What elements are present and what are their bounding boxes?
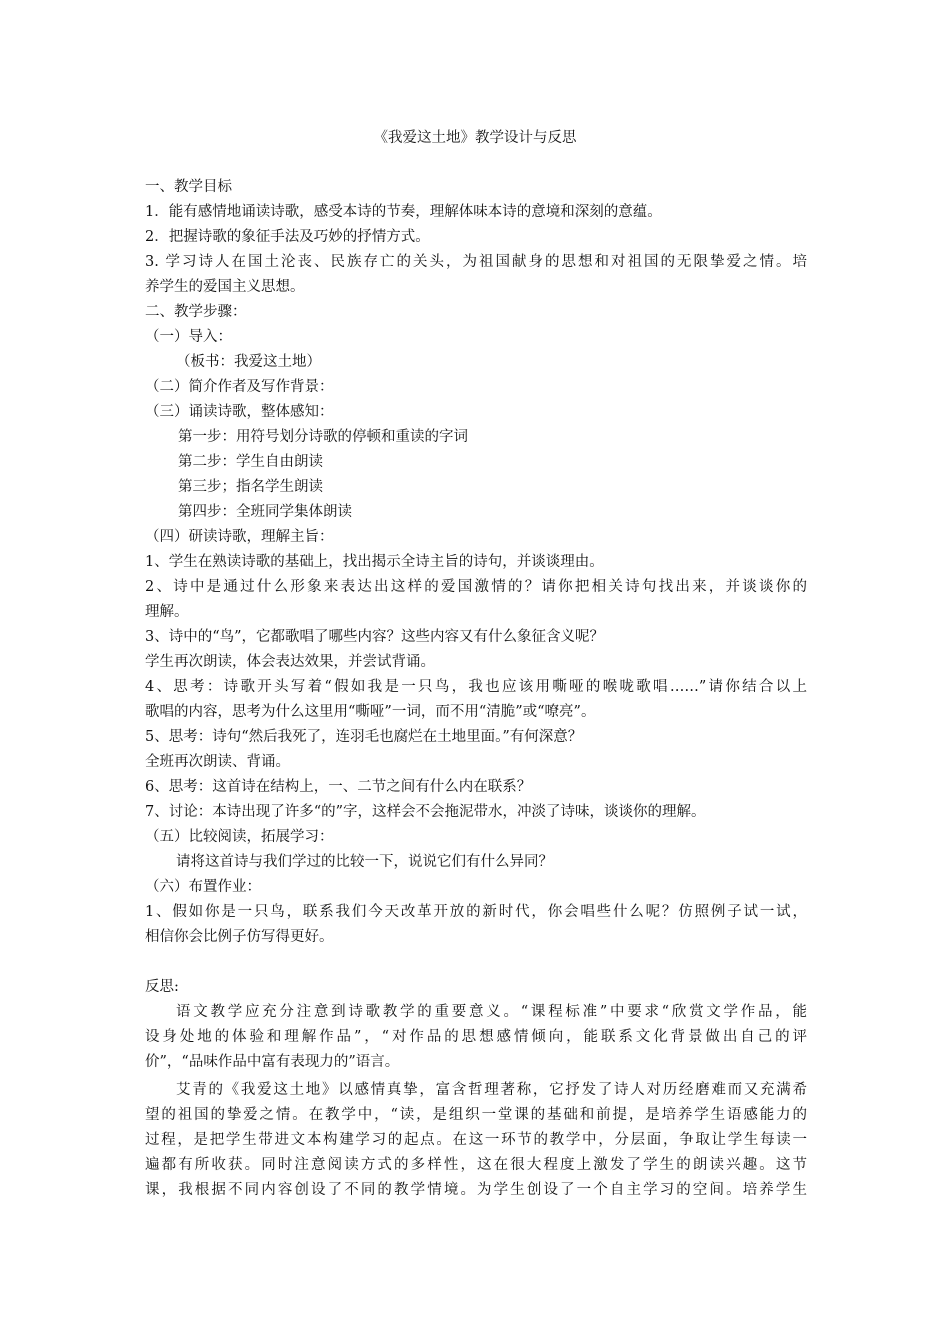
text-line: 相信你会比例子仿写得更好。: [145, 929, 334, 945]
text-line: 6、思考：这首诗在结构上，一、二节之间有什么内在联系？: [145, 779, 532, 795]
text-line: 艾青的《我爱这土地》以感情真挚，富含哲理著称，它抒发了诗人对历经磨难而又充满希: [176, 1082, 807, 1098]
text-line: 课，我根据不同内容创设了不同的教学情境。为学生创设了一个自主学习的空间。培养学生: [145, 1182, 807, 1198]
text-line: 学生再次朗读，体会表达效果，并尝试背诵。: [145, 654, 435, 670]
section-heading-steps: 二、教学步骤：: [145, 304, 247, 320]
text-line: 5、思考：诗句“然后我死了，连羽毛也腐烂在土地里面。”有何深意？: [145, 729, 583, 745]
text-line: 3、诗中的“鸟”，它都歌唱了哪些内容？这些内容又有什么象征含义呢？: [145, 629, 605, 645]
text-line: 养学生的爱国主义思想。: [145, 279, 305, 295]
text-line: 价”，“品味作品中富有表现力的”语言。: [145, 1054, 400, 1070]
text-line: 请将这首诗与我们学过的比较一下，说说它们有什么异同？: [176, 854, 553, 870]
text-line: 4、思考：诗歌开头写着“假如我是一只鸟，我也应该用嘶哑的喉咙歌唱……”请你结合以上: [145, 679, 807, 695]
text-line: 理解。: [145, 604, 189, 620]
text-line: 望的祖国的挚爱之情。在教学中，“读，是组织一堂课的基础和前提，是培养学生语感能力的: [145, 1107, 807, 1123]
text-line: 3. 学习诗人在国土沦丧、民族存亡的关头，为祖国献身的思想和对祖国的无限挚爱之情。培: [145, 254, 807, 270]
subsection-heading: （三）诵读诗歌，整体感知：: [145, 404, 334, 420]
subsection-heading: （二）简介作者及写作背景：: [145, 379, 334, 395]
text-line: 全班再次朗读、背诵。: [145, 754, 290, 770]
text-line: （板书：我爱这土地）: [176, 354, 321, 370]
text-line: 过程，是把学生带进文本构建学习的起点。在这一环节的教学中，分层面，争取让学生每读一: [145, 1132, 807, 1148]
text-line: 设身处地的体验和理解作品”，“对作品的思想感情倾向，能联系文化背景做出自己的评: [145, 1029, 807, 1045]
text-line: 第二步：学生自由朗读: [178, 454, 323, 470]
subsection-heading: （四）研读诗歌，理解主旨：: [145, 529, 334, 545]
text-line: 7、讨论：本诗出现了许多“的”字，这样会不会拖泥带水，冲淡了诗味，谈谈你的理解。: [145, 804, 706, 820]
text-line: 1、假如你是一只鸟，联系我们今天改革开放的新时代，你会唱些什么呢？仿照例子试一试，: [145, 904, 807, 920]
text-line: 2、诗中是通过什么形象来表达出这样的爱国激情的？请你把相关诗句找出来，并谈谈你的: [145, 579, 807, 595]
text-line: 1．能有感情地诵读诗歌，感受本诗的节奏，理解体味本诗的意境和深刻的意蕴。: [145, 204, 662, 220]
subsection-heading: （一）导入：: [145, 329, 232, 345]
section-heading-objectives: 一、教学目标: [145, 179, 232, 195]
reflection-heading: 反思:: [145, 979, 179, 995]
text-line: 第四步：全班同学集体朗读: [178, 504, 352, 520]
subsection-heading: （六）布置作业：: [145, 879, 261, 895]
text-line: 1、学生在熟读诗歌的基础上，找出揭示全诗主旨的诗句，并谈谈理由。: [145, 554, 604, 570]
text-line: 遍都有所收获。同时注意阅读方式的多样性，这在很大程度上激发了学生的朗读兴趣。这节: [145, 1157, 807, 1173]
text-line: 第三步；指名学生朗读: [178, 479, 323, 495]
text-line: 语文教学应充分注意到诗歌教学的重要意义。“课程标准”中要求“欣赏文学作品，能: [176, 1004, 807, 1020]
text-line: 2．把握诗歌的象征手法及巧妙的抒情方式。: [145, 229, 430, 245]
text-line: 第一步：用符号划分诗歌的停顿和重读的字词: [178, 429, 468, 445]
text-line: 歌唱的内容，思考为什么这里用“嘶哑”一词，而不用“清脆”或“嘹亮”。: [145, 704, 596, 720]
subsection-heading: （五）比较阅读，拓展学习：: [145, 829, 334, 845]
document-title: 《我爱这土地》教学设计与反思: [373, 130, 577, 146]
